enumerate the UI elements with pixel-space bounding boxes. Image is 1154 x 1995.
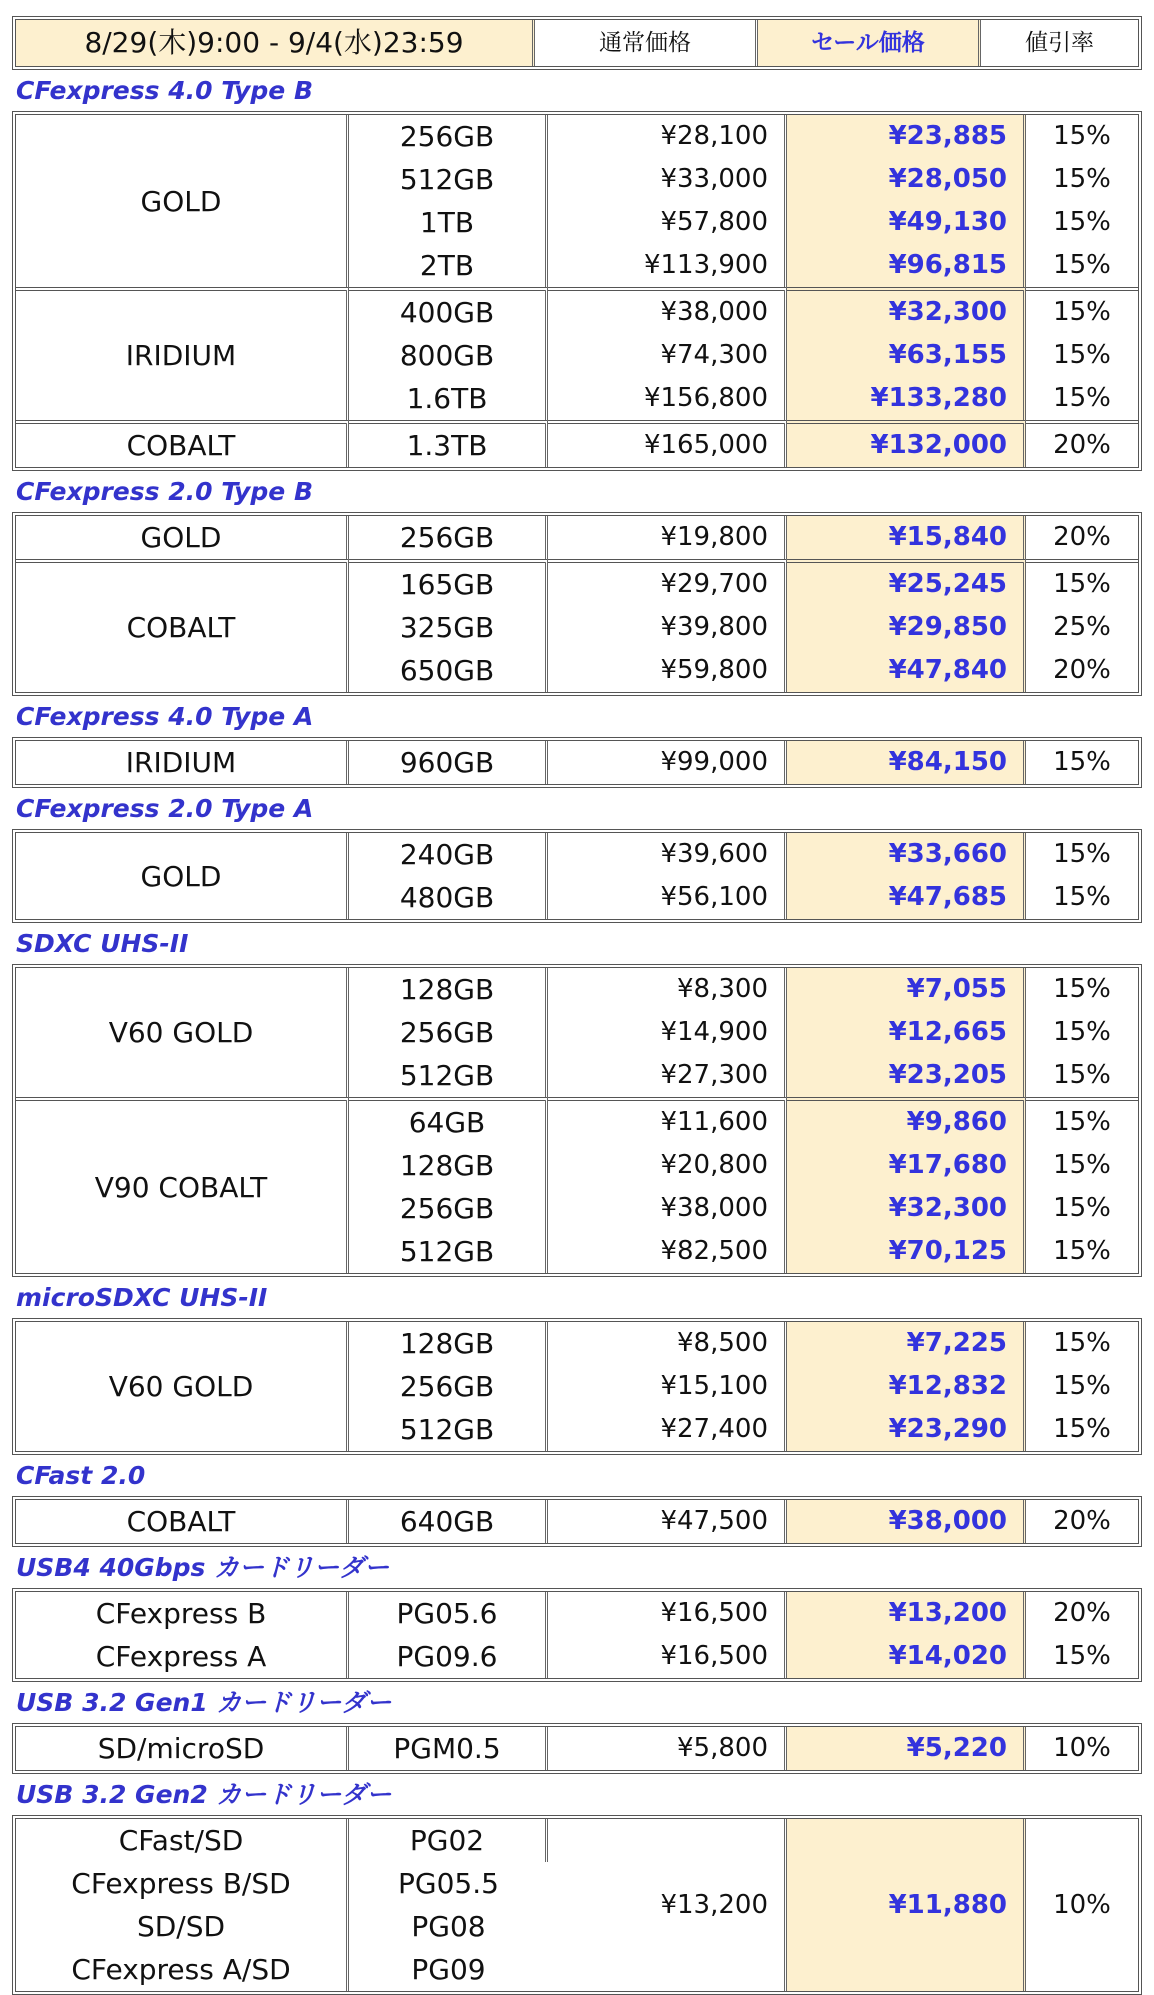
model-number: PG09: [411, 1953, 486, 1986]
product-name: V60 GOLD: [16, 968, 349, 1097]
sale-price: ¥15,840: [787, 516, 1026, 559]
capacity: 960GB: [349, 741, 548, 784]
normal-price: ¥27,400: [548, 1408, 787, 1451]
product-name: CFexpress B: [16, 1592, 349, 1635]
normal-price: ¥82,500: [548, 1230, 787, 1273]
sections: [12, 70, 1142, 1995]
normal-price: ¥47,500: [548, 1500, 787, 1543]
normal-price: ¥113,900: [548, 244, 787, 287]
normal-price: ¥8,300: [548, 968, 787, 1011]
table-row: [16, 1097, 1138, 1144]
table-row: [16, 833, 1138, 876]
sale-price: ¥49,130: [787, 201, 1026, 244]
category-title: CFexpress 4.0 Type A: [16, 702, 314, 731]
capacity: 256GB: [349, 516, 548, 559]
sale-price: ¥132,000: [787, 420, 1026, 467]
discount-rate: 15%: [1053, 250, 1111, 280]
normal-price: ¥11,600: [548, 1097, 787, 1144]
capacity: 1.3TB: [349, 420, 548, 467]
normal-price: ¥165,000: [548, 420, 787, 467]
sale-price: ¥84,150: [787, 741, 1026, 784]
model-number: PG08: [411, 1910, 486, 1943]
product-name: SD/SD: [16, 1905, 349, 1948]
capacity: 128GB: [349, 1144, 548, 1187]
sale-price: ¥7,055: [787, 968, 1026, 1011]
discount-rate: 15%: [1053, 1193, 1111, 1223]
sale-price: ¥23,205: [787, 1054, 1026, 1097]
discount-rate: 15%: [1053, 121, 1111, 151]
capacity: 640GB: [349, 1500, 548, 1543]
normal-price: ¥39,800: [548, 606, 787, 649]
price-table: [12, 1815, 1142, 1995]
discount-rate: 15%: [1053, 164, 1111, 194]
sale-price: ¥63,155: [787, 334, 1026, 377]
discount-rate: 15%: [1053, 839, 1111, 869]
capacity: PG09.6: [349, 1635, 548, 1678]
sale-price: ¥23,885: [787, 115, 1026, 158]
product-name: GOLD: [16, 516, 349, 559]
table-row: [16, 968, 1138, 1011]
capacity: 2TB: [349, 244, 548, 287]
category-title: CFexpress 4.0 Type B: [16, 76, 314, 105]
price-table: [12, 111, 1142, 471]
normal-price: ¥99,000: [548, 741, 787, 784]
capacity: 240GB: [349, 833, 548, 876]
discount-rate: 15%: [1053, 882, 1111, 912]
discount-rate: 15%: [1053, 1328, 1111, 1358]
sale-price: ¥23,290: [787, 1408, 1026, 1451]
price-table: [12, 829, 1142, 923]
normal-price: ¥59,800: [548, 649, 787, 692]
discount-rate: 15%: [1053, 340, 1111, 370]
normal-price: ¥27,300: [548, 1054, 787, 1097]
price-table: [12, 1496, 1142, 1547]
product-name: CFexpress A/SD: [16, 1948, 349, 1991]
normal-price: ¥20,800: [548, 1144, 787, 1187]
normal-price: ¥15,100: [548, 1365, 787, 1408]
product-name: CFexpress B/SD: [16, 1862, 349, 1905]
capacity: 256GB: [349, 1011, 548, 1054]
capacity: 512GB: [349, 1054, 548, 1097]
discount-rate: 15%: [1026, 1097, 1138, 1144]
sale-price: ¥11,880: [787, 1819, 1026, 1991]
capacity: 128GB: [349, 968, 548, 1011]
category-title: microSDXC UHS-II: [16, 1283, 268, 1312]
capacity: 165GB: [349, 559, 548, 606]
normal-price: ¥38,000: [548, 287, 787, 334]
category-title: USB4 40Gbps カードリーダー: [16, 1553, 390, 1582]
sale-price: ¥47,840: [787, 649, 1026, 692]
capacity: 512GB: [349, 1408, 548, 1451]
capacity: 1.6TB: [349, 377, 548, 420]
product-name: GOLD: [16, 115, 349, 287]
discount-rate: 20%: [1053, 522, 1111, 552]
product-name: CFexpress A: [16, 1635, 349, 1678]
capacity: 325GB: [349, 606, 548, 649]
product-name: CFast/SD: [16, 1819, 349, 1862]
sale-price: ¥17,680: [787, 1144, 1026, 1187]
sale-price: ¥70,125: [787, 1230, 1026, 1273]
capacity: 256GB: [349, 1187, 548, 1230]
normal-price: ¥57,800: [548, 201, 787, 244]
normal-price: ¥14,900: [548, 1011, 787, 1054]
table-row: [16, 1592, 1138, 1635]
discount-rate: 10%: [1053, 1733, 1111, 1763]
table-row: [16, 1727, 1138, 1770]
sale-price: ¥12,665: [787, 1011, 1026, 1054]
normal-price: ¥19,800: [548, 516, 787, 559]
table-row: [16, 287, 1138, 334]
discount-rate: 15%: [1053, 1060, 1111, 1090]
capacity: 400GB: [349, 287, 548, 334]
discount-rate: 20%: [1053, 655, 1111, 685]
discount-rate: 15%: [1053, 1641, 1111, 1671]
category-title: CFexpress 2.0 Type B: [16, 477, 314, 506]
discount-rate: 25%: [1053, 612, 1111, 642]
table-row: [16, 1500, 1138, 1543]
category-title: USB 3.2 Gen1 カードリーダー: [16, 1688, 392, 1717]
price-list: [12, 16, 1142, 1995]
product-name: IRIDIUM: [16, 287, 349, 420]
normal-price: ¥39,600: [548, 833, 787, 876]
normal-price: ¥5,800: [548, 1727, 787, 1770]
discount-rate: 15%: [1053, 1414, 1111, 1444]
table-row: [16, 1819, 1138, 1862]
sale-price: ¥7,225: [787, 1322, 1026, 1365]
price-table: [12, 1723, 1142, 1774]
discount-rate: 15%: [1026, 287, 1138, 334]
capacity: PGM0.5: [349, 1727, 548, 1770]
capacity: 256GB: [349, 115, 548, 158]
sale-price-header: セール価格: [758, 20, 981, 66]
capacity: PG05.6: [349, 1592, 548, 1635]
normal-price: ¥16,500: [548, 1635, 787, 1678]
capacity: 1TB: [349, 201, 548, 244]
sale-price: ¥38,000: [787, 1500, 1026, 1543]
product-name: V90 COBALT: [16, 1097, 349, 1273]
discount-rate: 15%: [1053, 1017, 1111, 1047]
normal-price: ¥8,500: [548, 1322, 787, 1365]
discount-rate: 20%: [1053, 1598, 1111, 1628]
discount-rate: 20%: [1053, 1506, 1111, 1536]
table-row: [16, 1322, 1138, 1365]
sale-price: ¥47,685: [787, 876, 1026, 919]
normal-price: ¥74,300: [548, 334, 787, 377]
normal-price: ¥33,000: [548, 158, 787, 201]
product-name: V60 GOLD: [16, 1322, 349, 1451]
sale-price: ¥28,050: [787, 158, 1026, 201]
header-table: [12, 16, 1142, 70]
table-row: [16, 559, 1138, 606]
sale-price: ¥133,280: [787, 377, 1026, 420]
sale-price: ¥29,850: [787, 606, 1026, 649]
price-table: [12, 1318, 1142, 1455]
price-table: [12, 964, 1142, 1277]
sale-period: 8/29(木)9:00 - 9/4(水)23:59: [16, 20, 535, 66]
capacity: 512GB: [349, 1230, 548, 1273]
discount-rate: 15%: [1053, 974, 1111, 1004]
product-name: COBALT: [16, 1500, 349, 1543]
discount-rate: 15%: [1053, 1236, 1111, 1266]
table-row: [16, 1635, 1138, 1678]
capacity: 800GB: [349, 334, 548, 377]
table-row: [16, 516, 1138, 559]
discount-rate: 15%: [1053, 383, 1111, 413]
sale-price: ¥32,300: [787, 287, 1026, 334]
normal-price: ¥13,200: [548, 1819, 787, 1991]
discount-header: 値引率: [1025, 30, 1094, 56]
product-name: IRIDIUM: [16, 741, 349, 784]
discount-rate: 15%: [1053, 747, 1111, 777]
normal-price: ¥156,800: [548, 377, 787, 420]
normal-price: ¥29,700: [548, 559, 787, 606]
sale-price: ¥12,832: [787, 1365, 1026, 1408]
sale-price: ¥14,020: [787, 1635, 1026, 1678]
sale-price: ¥25,245: [787, 559, 1026, 606]
capacity: 512GB: [349, 158, 548, 201]
discount-rate: 15%: [1026, 559, 1138, 606]
normal-price: ¥38,000: [548, 1187, 787, 1230]
category-title: CFexpress 2.0 Type A: [16, 794, 314, 823]
price-table: [12, 512, 1142, 696]
normal-price-header: 通常価格: [535, 20, 758, 66]
normal-price: ¥16,500: [548, 1592, 787, 1635]
table-row: [16, 115, 1138, 158]
sale-price: ¥5,220: [787, 1727, 1026, 1770]
capacity: 650GB: [349, 649, 548, 692]
normal-price: ¥28,100: [548, 115, 787, 158]
sale-price: ¥9,860: [787, 1097, 1026, 1144]
product-name: GOLD: [16, 833, 349, 919]
table-row: [16, 741, 1138, 784]
product-name: COBALT: [16, 420, 349, 467]
discount-rate: 15%: [1053, 207, 1111, 237]
table-row: [16, 420, 1138, 467]
price-table: [12, 1588, 1142, 1682]
capacity: 256GB: [349, 1365, 548, 1408]
category-title: CFast 2.0: [16, 1461, 146, 1490]
sale-price: ¥33,660: [787, 833, 1026, 876]
discount-rate: 10%: [1053, 1889, 1111, 1920]
sale-price: ¥32,300: [787, 1187, 1026, 1230]
capacity: 64GB: [349, 1097, 548, 1144]
discount-rate: 20%: [1026, 420, 1138, 467]
discount-rate: 15%: [1053, 1371, 1111, 1401]
model-number: PG02: [349, 1819, 548, 1862]
capacity: 128GB: [349, 1322, 548, 1365]
sale-price: ¥96,815: [787, 244, 1026, 287]
capacity: 480GB: [349, 876, 548, 919]
price-table: [12, 737, 1142, 788]
product-name: COBALT: [16, 559, 349, 692]
sale-price: ¥13,200: [787, 1592, 1026, 1635]
discount-rate: 15%: [1053, 1150, 1111, 1180]
category-title: USB 3.2 Gen2 カードリーダー: [16, 1780, 392, 1809]
model-number: PG05.5: [398, 1867, 499, 1900]
normal-price: ¥56,100: [548, 876, 787, 919]
category-title: SDXC UHS-II: [16, 929, 189, 958]
product-name: SD/microSD: [16, 1727, 349, 1770]
